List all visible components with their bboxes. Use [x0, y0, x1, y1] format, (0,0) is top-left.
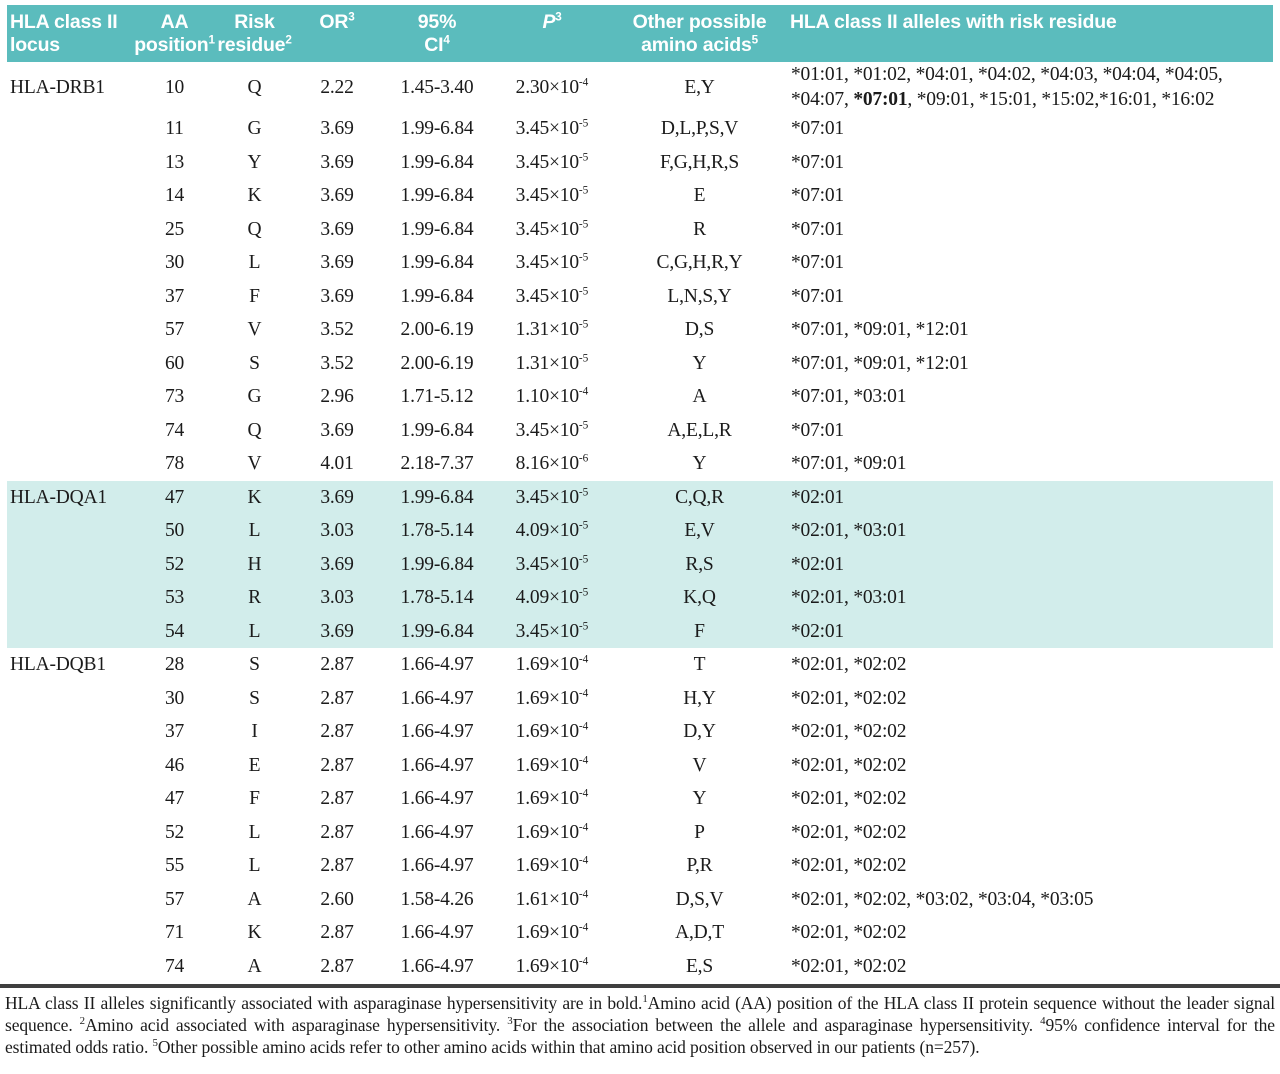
or-cell: 3.69 — [320, 151, 354, 173]
risk-residue-cell: L — [248, 252, 261, 274]
ci-cell: 1.78-5.14 — [400, 520, 474, 542]
alleles-cell: *02:01, *02:02 — [791, 855, 907, 877]
ci-cell: 1.99-6.84 — [400, 151, 474, 173]
or-cell: 2.87 — [320, 721, 354, 743]
section-hla-drb1 — [7, 62, 1273, 481]
p-value-cell: $1.69\times 10^{-4}$ — [515, 787, 589, 810]
table-row — [7, 414, 1273, 448]
header-cell-locus: HLA class II locus — [10, 11, 118, 56]
other-amino-acids-cell: Y — [692, 453, 707, 475]
alleles-cell: *07:01 — [791, 118, 844, 140]
other-amino-acids-cell: A,D,T — [675, 922, 724, 944]
risk-residue-cell: F — [249, 285, 260, 307]
alleles-cell: *02:01, *03:01 — [791, 520, 907, 542]
ci-cell: 1.99-6.84 — [400, 419, 474, 441]
aa-position-cell: 54 — [164, 620, 185, 642]
table-row — [7, 280, 1273, 314]
table-footnote — [0, 988, 1280, 1058]
p-value-cell: $1.69\times 10^{-4}$ — [515, 821, 589, 843]
risk-residue-cell: V — [247, 319, 262, 341]
other-amino-acids-cell: D,Y — [683, 721, 716, 743]
p-value-cell: $1.69\times 10^{-4}$ — [515, 653, 589, 676]
p-value-cell: $3.45\times 10^{-5}$ — [515, 285, 589, 307]
aa-position-cell: 10 — [164, 76, 185, 98]
or-cell: 2.87 — [320, 788, 354, 810]
or-cell: 3.69 — [320, 185, 354, 207]
ci-cell: 1.66-4.97 — [400, 687, 474, 709]
aa-position-cell: 52 — [164, 553, 185, 575]
or-cell: 3.69 — [320, 486, 354, 508]
alleles-cell: *01:01, *01:02, *04:01, *04:02, *04:03, *04:04, *04:05, *04:07, *07:01, *09:01, *15:01, *15:02,*16:01, *16:02 — [791, 64, 1223, 110]
other-amino-acids-cell: K,Q — [683, 587, 716, 609]
ci-cell: 2.00-6.19 — [400, 352, 474, 374]
or-cell: 2.87 — [320, 955, 354, 977]
p-value-cell: $1.31\times 10^{-5}$ — [515, 318, 589, 341]
risk-residue-cell: G — [247, 386, 262, 408]
other-amino-acids-cell: L,N,S,Y — [667, 285, 732, 307]
p-value-cell: $1.31\times 10^{-5}$ — [515, 352, 589, 374]
alleles-cell: *02:01, *02:02, *03:02, *03:04, *03:05 — [791, 888, 1094, 910]
table-row — [7, 749, 1273, 783]
footnote-superscript: 3 — [507, 1015, 513, 1028]
p-value-cell: $1.61\times 10^{-4}$ — [515, 888, 589, 910]
header-cell-other-amino-acids: Other possible amino acids$^5$ — [632, 11, 767, 56]
or-cell: 3.69 — [320, 620, 354, 642]
ci-cell: 1.99-6.84 — [400, 252, 474, 274]
risk-residue-cell: S — [249, 654, 260, 676]
risk-residue-cell: A — [247, 955, 262, 977]
other-amino-acids-cell: D,S — [684, 319, 715, 341]
p-value-cell: $3.45\times 10^{-5}$ — [515, 218, 589, 240]
risk-residue-cell: L — [248, 855, 261, 877]
p-value-cell: $1.69\times 10^{-4}$ — [515, 955, 589, 977]
aa-position-cell: 46 — [164, 754, 185, 776]
hla-association-table — [7, 5, 1273, 983]
aa-position-cell: 71 — [164, 922, 185, 944]
ci-cell: 1.66-4.97 — [400, 788, 474, 810]
header-cell-risk-residue: Risk residue$^2$ — [217, 11, 292, 56]
alleles-cell: *07:01 — [791, 151, 844, 173]
or-cell: 2.60 — [320, 888, 354, 910]
table-row — [7, 246, 1273, 280]
aa-position-cell: 53 — [164, 587, 185, 609]
aa-position-cell: 57 — [164, 888, 185, 910]
other-amino-acids-cell: D,L,P,S,V — [660, 118, 739, 140]
risk-residue-cell: F — [249, 788, 260, 810]
table-row — [7, 648, 1273, 682]
or-cell: 3.69 — [320, 285, 354, 307]
table-row — [7, 347, 1273, 381]
risk-residue-cell: E — [248, 754, 261, 776]
risk-residue-cell: S — [249, 687, 260, 709]
table-row — [7, 548, 1273, 582]
table-header-row — [7, 5, 1273, 62]
ci-cell: 1.99-6.84 — [400, 185, 474, 207]
or-cell: 3.03 — [320, 587, 354, 609]
p-value-cell: $1.69\times 10^{-4}$ — [515, 687, 589, 709]
p-value-cell: $1.69\times 10^{-4}$ — [515, 854, 589, 877]
p-value-cell: $4.09\times 10^{-5}$ — [515, 519, 589, 542]
other-amino-acids-cell: D,S,V — [675, 888, 724, 910]
alleles-cell: *07:01 — [791, 185, 844, 207]
header-cell-p: $P^3$ — [542, 10, 562, 33]
other-amino-acids-cell: E,S — [685, 955, 714, 977]
table-row — [7, 380, 1273, 414]
header-cell-or: $OR^3$ — [319, 10, 355, 33]
table-row — [7, 514, 1273, 548]
or-cell: 2.87 — [320, 654, 354, 676]
p-value-cell: $1.10\times 10^{-4}$ — [515, 385, 589, 408]
aa-position-cell: 28 — [164, 654, 185, 676]
p-value-cell: $3.45\times 10^{-5}$ — [515, 151, 589, 173]
table-row — [7, 447, 1273, 481]
other-amino-acids-cell: F,G,H,R,S — [660, 151, 739, 173]
ci-cell: 1.78-5.14 — [400, 587, 474, 609]
table-row — [7, 581, 1273, 615]
ci-cell: 1.71-5.12 — [400, 386, 474, 408]
p-value-cell: $3.45\times 10^{-5}$ — [515, 117, 589, 140]
p-value-cell: $1.69\times 10^{-4}$ — [515, 921, 589, 944]
or-cell: 3.69 — [320, 118, 354, 140]
ci-cell: 1.99-6.84 — [400, 285, 474, 307]
table-row — [7, 816, 1273, 850]
alleles-cell: *07:01 — [791, 419, 844, 441]
footnote-text: For the association between the allele and asparaginase hypersensitivity. — [512, 1015, 1041, 1035]
table-row — [7, 112, 1273, 146]
locus-cell: HLA-DQB1 — [10, 654, 106, 676]
alleles-cell: *07:01 — [791, 285, 844, 307]
ci-cell: 2.18-7.37 — [400, 453, 474, 475]
table-row — [7, 883, 1273, 917]
table-row — [7, 849, 1273, 883]
or-cell: 2.87 — [320, 855, 354, 877]
other-amino-acids-cell: R — [693, 218, 706, 240]
p-value-cell: $8.16\times 10^{-6}$ — [515, 452, 589, 475]
table-row — [7, 146, 1273, 180]
p-value-cell: $3.45\times 10^{-5}$ — [515, 553, 589, 575]
p-value-cell: $3.45\times 10^{-5}$ — [515, 419, 589, 441]
p-value-cell: $3.45\times 10^{-5}$ — [515, 251, 589, 274]
footnote-text: 95% confidence interval for the estimated odds ratio. — [5, 1015, 1275, 1057]
risk-residue-cell: S — [249, 352, 260, 374]
p-value-cell: $3.45\times 10^{-5}$ — [515, 620, 589, 642]
other-amino-acids-cell: T — [693, 654, 706, 676]
alleles-cell: *02:01, *02:02 — [791, 721, 907, 743]
table-row — [7, 950, 1273, 984]
aa-position-cell: 50 — [164, 520, 185, 542]
ci-cell: 1.99-6.84 — [400, 218, 474, 240]
aa-position-cell: 25 — [164, 218, 185, 240]
aa-position-cell: 73 — [164, 386, 185, 408]
table-row — [7, 313, 1273, 347]
header-cell-alleles: HLA class II alleles with risk residue — [790, 11, 1117, 33]
aa-position-cell: 57 — [164, 319, 185, 341]
aa-position-cell: 13 — [164, 151, 185, 173]
aa-position-cell: 30 — [164, 252, 185, 274]
or-cell: 3.03 — [320, 520, 354, 542]
or-cell: 4.01 — [320, 453, 354, 475]
ci-cell: 1.58-4.26 — [400, 888, 474, 910]
footnote-text: Amino acid associated with asparaginase hypersensitivity. — [84, 1015, 508, 1035]
aa-position-cell: 55 — [164, 855, 185, 877]
other-amino-acids-cell: A — [692, 386, 707, 408]
alleles-cell: *02:01, *03:01 — [791, 587, 907, 609]
risk-residue-cell: L — [248, 520, 261, 542]
alleles-cell: *02:01, *02:02 — [791, 821, 907, 843]
ci-cell: 1.99-6.84 — [400, 620, 474, 642]
table-row — [7, 481, 1273, 515]
alleles-cell: *02:01, *02:02 — [791, 788, 907, 810]
other-amino-acids-cell: E,V — [684, 520, 715, 542]
table-row — [7, 62, 1273, 112]
p-value-cell: $1.69\times 10^{-4}$ — [515, 754, 589, 776]
or-cell: 3.69 — [320, 218, 354, 240]
or-cell: 2.22 — [320, 76, 354, 98]
risk-residue-cell: G — [247, 118, 262, 140]
table-row — [7, 615, 1273, 649]
risk-residue-cell: K — [247, 185, 262, 207]
aa-position-cell: 47 — [164, 486, 185, 508]
alleles-cell: *02:01, *02:02 — [791, 754, 907, 776]
other-amino-acids-cell: P,R — [686, 855, 713, 877]
aa-position-cell: 14 — [164, 185, 185, 207]
or-cell: 3.52 — [320, 319, 354, 341]
ci-cell: 1.99-6.84 — [400, 553, 474, 575]
table-row — [7, 715, 1273, 749]
or-cell: 2.87 — [320, 754, 354, 776]
or-cell: 2.96 — [320, 386, 354, 408]
ci-cell: 1.66-4.97 — [400, 654, 474, 676]
table-row — [7, 916, 1273, 950]
risk-residue-cell: H — [247, 553, 262, 575]
table-body — [7, 62, 1273, 983]
ci-cell: 1.66-4.97 — [400, 955, 474, 977]
locus-cell: HLA-DRB1 — [10, 76, 105, 98]
other-amino-acids-cell: R,S — [685, 553, 714, 575]
other-amino-acids-cell: C,G,H,R,Y — [656, 252, 743, 274]
p-value-cell: $1.69\times 10^{-4}$ — [515, 720, 589, 743]
risk-residue-cell: A — [247, 888, 262, 910]
table-row — [7, 782, 1273, 816]
aa-position-cell: 74 — [164, 955, 185, 977]
locus-cell: HLA-DQA1 — [10, 486, 107, 508]
alleles-cell: *07:01, *03:01 — [791, 386, 907, 408]
aa-position-cell: 11 — [165, 118, 184, 140]
aa-position-cell: 74 — [164, 419, 185, 441]
aa-position-cell: 30 — [164, 687, 185, 709]
ci-cell: 1.99-6.84 — [400, 486, 474, 508]
aa-position-cell: 37 — [164, 721, 185, 743]
p-value-cell: $2.30\times 10^{-4}$ — [515, 76, 589, 98]
alleles-cell: *07:01 — [791, 252, 844, 274]
or-cell: 2.87 — [320, 687, 354, 709]
or-cell: 3.69 — [320, 553, 354, 575]
table-row — [7, 213, 1273, 247]
footnote-text: Other possible amino acids refer to other amino acids within that amino acid position observed in our patients (n=257). — [157, 1037, 980, 1057]
other-amino-acids-cell: E — [693, 185, 706, 207]
or-cell: 2.87 — [320, 821, 354, 843]
risk-residue-cell: Q — [247, 76, 262, 98]
or-cell: 3.52 — [320, 352, 354, 374]
ci-cell: 1.45-3.40 — [400, 76, 474, 98]
aa-position-cell: 78 — [164, 453, 185, 475]
p-value-cell: $3.45\times 10^{-5}$ — [515, 184, 589, 207]
ci-cell: 1.66-4.97 — [400, 821, 474, 843]
ci-cell: 1.66-4.97 — [400, 922, 474, 944]
header-cell-aa-position: AA position$^1$ — [134, 11, 215, 56]
aa-position-cell: 37 — [164, 285, 185, 307]
alleles-cell: *02:01, *02:02 — [791, 922, 907, 944]
table-row — [7, 179, 1273, 213]
risk-residue-cell: K — [247, 922, 262, 944]
risk-residue-cell: K — [247, 486, 262, 508]
or-cell: 3.69 — [320, 252, 354, 274]
alleles-cell: *02:01 — [791, 486, 844, 508]
aa-position-cell: 47 — [164, 788, 185, 810]
footnote-superscript: 1 — [642, 993, 648, 1006]
other-amino-acids-cell: Y — [692, 788, 707, 810]
alleles-cell: *02:01, *02:02 — [791, 654, 907, 676]
other-amino-acids-cell: A,E,L,R — [667, 419, 732, 441]
header-cell-ci: 95% $CI^4$ — [417, 11, 457, 56]
risk-residue-cell: L — [248, 821, 261, 843]
or-cell: 2.87 — [320, 922, 354, 944]
alleles-cell: *07:01 — [791, 218, 844, 240]
risk-residue-cell: Y — [247, 151, 262, 173]
section-hla-dqb1 — [7, 648, 1273, 983]
section-hla-dqa1 — [7, 481, 1273, 649]
footnote-text: HLA class II alleles significantly associated with asparaginase hypersensitivity are in bold. — [5, 993, 643, 1013]
other-amino-acids-cell: Y — [692, 352, 707, 374]
ci-cell: 1.99-6.84 — [400, 118, 474, 140]
risk-residue-cell: V — [247, 453, 262, 475]
footnote-superscript: 2 — [79, 1015, 85, 1028]
alleles-cell: *07:01, *09:01 — [791, 453, 907, 475]
risk-residue-cell: Q — [247, 419, 262, 441]
p-value-cell: $3.45\times 10^{-5}$ — [515, 486, 589, 508]
p-value-cell: $4.09\times 10^{-5}$ — [515, 586, 589, 609]
other-amino-acids-cell: C,Q,R — [675, 486, 724, 508]
risk-residue-cell: I — [251, 721, 258, 743]
alleles-cell: *02:01, *02:02 — [791, 687, 907, 709]
ci-cell: 1.66-4.97 — [400, 721, 474, 743]
aa-position-cell: 52 — [164, 821, 185, 843]
alleles-cell: *02:01 — [791, 620, 844, 642]
alleles-cell: *02:01, *02:02 — [791, 955, 907, 977]
risk-residue-cell: R — [248, 587, 261, 609]
footnote-text: Amino acid (AA) position of the HLA class II protein sequence without the leader signal sequence. — [5, 993, 1275, 1035]
alleles-cell: *07:01, *09:01, *12:01 — [791, 319, 969, 341]
ci-cell: 1.66-4.97 — [400, 855, 474, 877]
table-row — [7, 682, 1273, 716]
risk-residue-cell: L — [248, 620, 261, 642]
alleles-cell: *07:01, *09:01, *12:01 — [791, 352, 969, 374]
ci-cell: 1.66-4.97 — [400, 754, 474, 776]
ci-cell: 2.00-6.19 — [400, 319, 474, 341]
other-amino-acids-cell: P — [694, 821, 705, 843]
aa-position-cell: 60 — [164, 352, 185, 374]
footnote-superscript: 5 — [152, 1037, 158, 1050]
other-amino-acids-cell: H,Y — [683, 687, 716, 709]
risk-residue-cell: Q — [247, 218, 262, 240]
other-amino-acids-cell: E,Y — [684, 76, 715, 98]
other-amino-acids-cell: V — [692, 754, 707, 776]
other-amino-acids-cell: F — [694, 620, 705, 642]
or-cell: 3.69 — [320, 419, 354, 441]
alleles-cell: *02:01 — [791, 553, 844, 575]
footnote-superscript: 4 — [1040, 1015, 1046, 1028]
